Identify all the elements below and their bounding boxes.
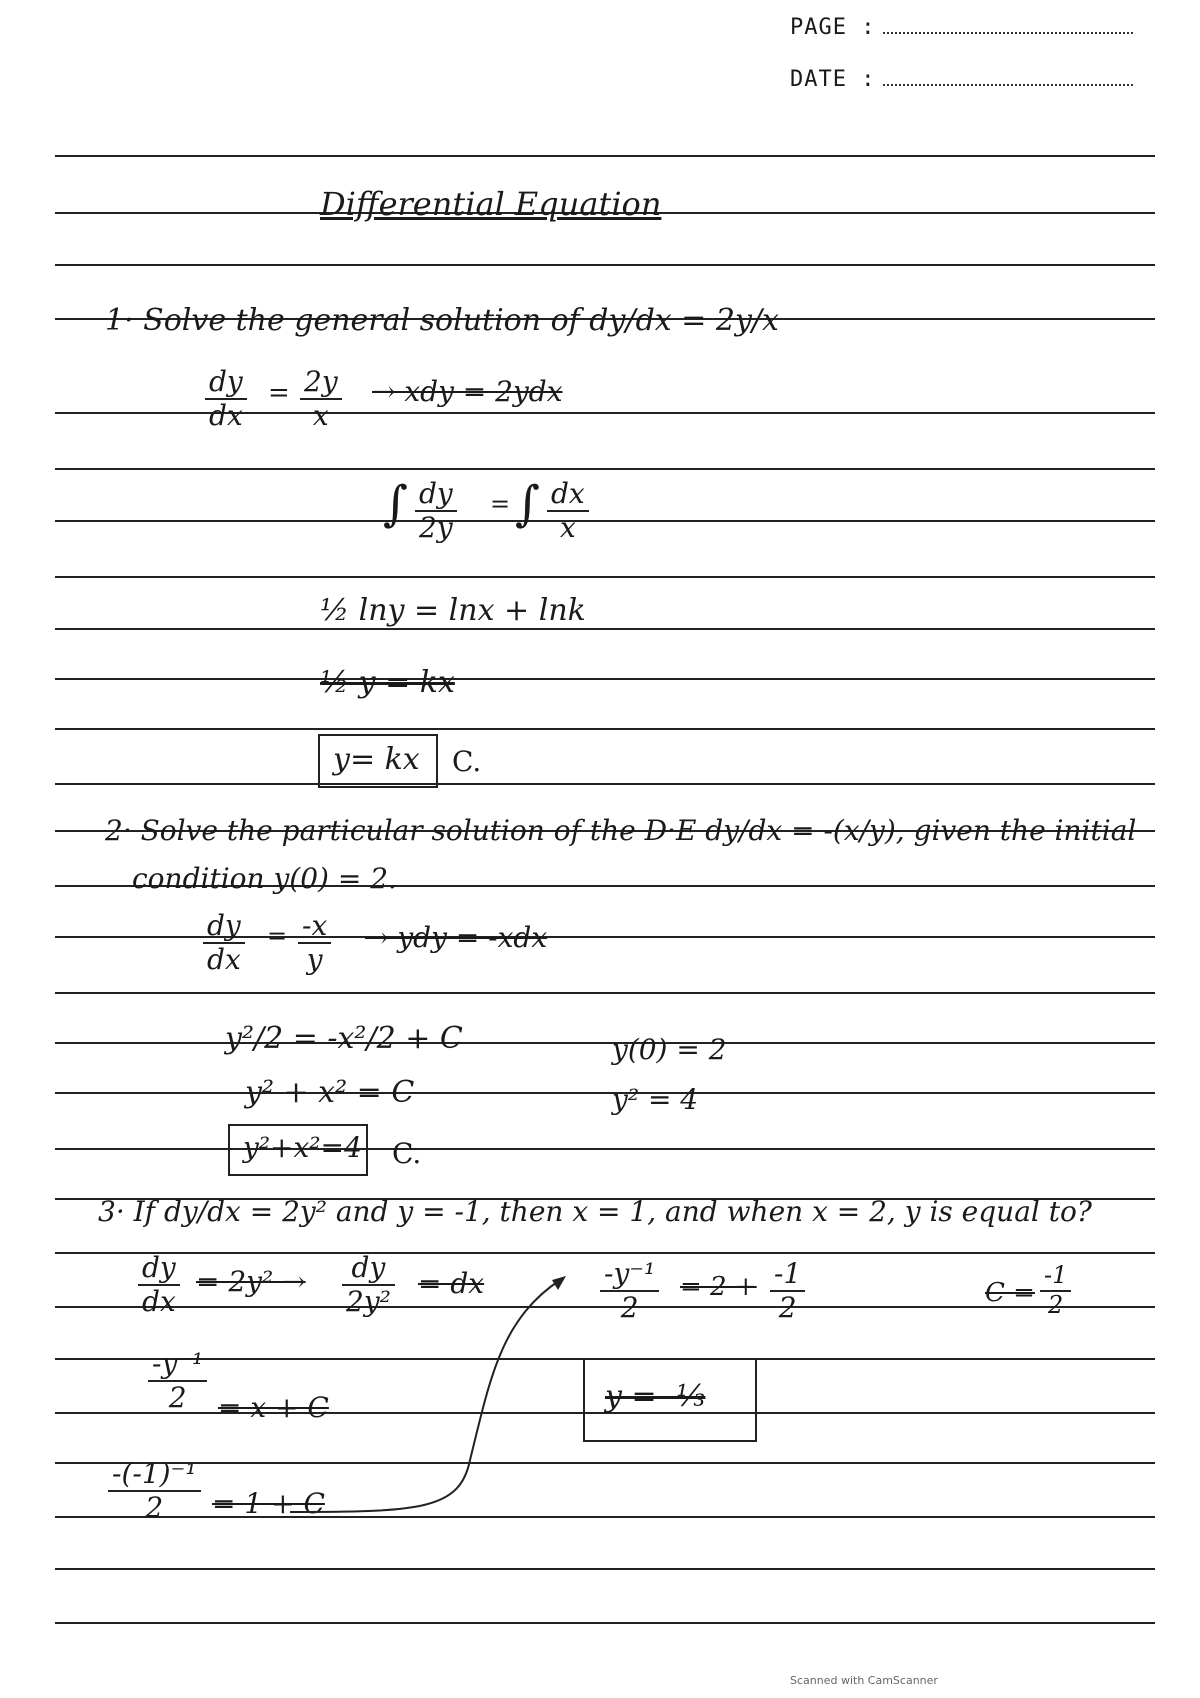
q1-s2-integral-1: ∫	[383, 476, 409, 532]
q3-r1-num: -y⁻¹	[600, 1258, 659, 1292]
q3-c-label: C =	[985, 1278, 1035, 1308]
q2-answer-mark: C.	[392, 1137, 422, 1170]
q1-s1-rden: x	[312, 399, 329, 433]
q2-s1-num: dy	[203, 910, 245, 944]
q3-s1-den2: 2y²	[346, 1285, 391, 1319]
q3-s1-den: dx	[142, 1285, 176, 1319]
q1-s2-den2: x	[559, 511, 576, 545]
q1-s1-eq: =	[268, 378, 290, 408]
q2-side2: y² = 4	[612, 1083, 699, 1116]
q3-r1-fraction	[600, 1258, 659, 1324]
q2-s1-rest: → ydy = -xdx	[365, 921, 548, 954]
q3-s3-rest: = 1 + C	[212, 1487, 325, 1520]
q2-s1-rnum: -x	[298, 910, 331, 944]
q1-s2-num1: dy	[415, 478, 457, 512]
q3-r1-num2: -1	[770, 1258, 805, 1292]
q1-answer-mark: C.	[452, 745, 482, 778]
date-label: DATE :	[790, 67, 876, 92]
q3-s2-rest: = x + C	[218, 1391, 329, 1424]
q1-prompt: 1· Solve the general solution of dy/dx = 2y/x	[105, 303, 779, 338]
q3-s3-num: -(-1)⁻¹	[108, 1458, 201, 1492]
q2-side1: y(0) = 2	[612, 1033, 727, 1066]
q1-s3: ½ lny = lnx + lnk	[320, 593, 586, 628]
q1-s1-rest: → xdy = 2ydx	[372, 375, 563, 408]
q3-prompt: 3· If dy/dx = 2y² and y = -1, then x = 1, and when x = 2, y is equal to?	[98, 1195, 1092, 1228]
q2-s1-den: dx	[207, 943, 241, 977]
q2-answer: y²+x²=4	[243, 1131, 362, 1164]
q3-r1-den: 2	[620, 1291, 639, 1325]
q2-prompt-line2: condition y(0) = 2.	[132, 862, 397, 895]
q3-r1-mid: = 2 +	[680, 1272, 757, 1302]
q3-s2-den: 2	[168, 1381, 187, 1415]
q1-s1-num: dy	[205, 366, 247, 400]
q3-s1-num2: dy	[342, 1252, 395, 1286]
q3-r1-den2: 2	[778, 1291, 797, 1325]
q2-s1-rden: y	[306, 943, 323, 977]
page-label: PAGE :	[790, 15, 876, 40]
q3-s1-mid: = 2y² →	[196, 1265, 306, 1298]
q1-s2-integral-2: ∫	[515, 476, 541, 532]
page-title: Differential Equation	[320, 185, 662, 223]
q3-s3-den: 2	[145, 1491, 164, 1525]
q2-s3: y² + x² = C	[245, 1075, 415, 1110]
q3-s1-num: dy	[138, 1252, 180, 1286]
q3-s2-num: -y⁻¹	[148, 1348, 207, 1382]
q1-s1-rnum: 2y	[300, 366, 342, 400]
q1-s2-den1: 2y	[419, 511, 453, 545]
q1-answer: y= kx	[333, 742, 420, 777]
q3-c-den: 2	[1048, 1290, 1064, 1319]
q3-answer: y = -⅓	[605, 1379, 706, 1414]
q1-s2-num2: dx	[547, 478, 589, 512]
q2-prompt-line1: 2· Solve the particular solution of the D·E dy/dx = -(x/y), given the initial	[105, 814, 1137, 847]
q3-c-num: -1	[1040, 1262, 1071, 1292]
q2-s1-eq: =	[267, 922, 288, 950]
q1-s4: ½ y = kx	[320, 665, 455, 700]
q3-c-fraction	[1040, 1262, 1071, 1319]
scanner-watermark: Scanned with CamScanner	[790, 1674, 938, 1687]
q1-s1-den: dx	[209, 399, 243, 433]
q2-s2: y²/2 = -x²/2 + C	[225, 1021, 463, 1056]
q3-s1-rest: = dx	[418, 1267, 485, 1300]
q1-s2-eq: =	[490, 490, 511, 518]
q3-r1-fraction-2	[770, 1258, 805, 1324]
